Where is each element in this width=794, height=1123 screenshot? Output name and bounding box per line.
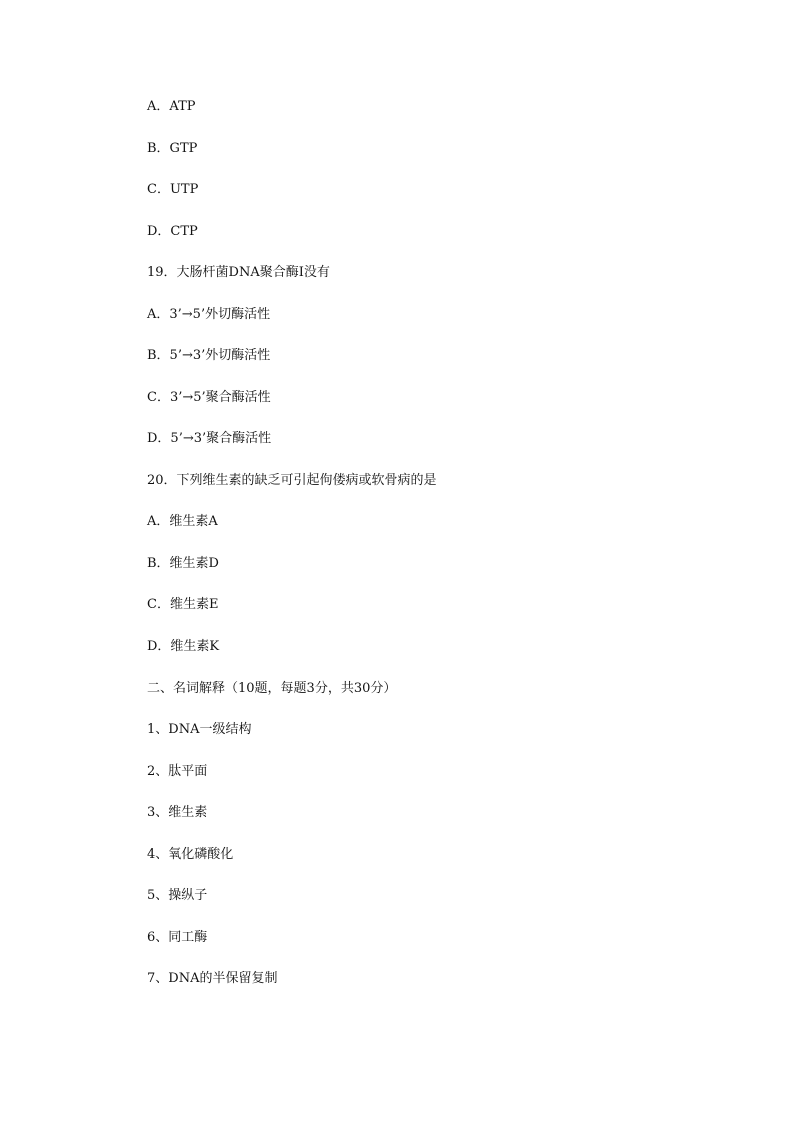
q19-option-c: C．3’→5’聚合酶活性	[147, 390, 271, 405]
section-heading: 二、名词解释（10题，每题3分，共30分）	[147, 681, 397, 696]
term-1: 1、DNA一级结构	[147, 722, 252, 737]
q19-option-b: B．5’→3’外切酶活性	[147, 348, 271, 363]
option-d-ctp: D．CTP	[147, 224, 198, 239]
question-19: 19．大肠杆菌DNA聚合酶Ⅰ没有	[147, 265, 330, 280]
q19-option-a: A．3’→5’外切酶活性	[147, 307, 271, 322]
question-20: 20．下列维生素的缺乏可引起佝偻病或软骨病的是	[147, 473, 437, 488]
term-6: 6、同工酶	[147, 930, 208, 945]
term-4: 4、氧化磷酸化	[147, 847, 234, 862]
option-c-utp: C．UTP	[147, 182, 199, 197]
q20-option-c: C．维生素E	[147, 597, 219, 612]
q20-option-a: A．维生素A	[147, 514, 218, 529]
term-7: 7、DNA的半保留复制	[147, 971, 278, 986]
option-a-atp: A．ATP	[147, 99, 196, 114]
term-3: 3、维生素	[147, 805, 208, 820]
term-5: 5、操纵子	[147, 888, 208, 903]
q20-option-d: D．维生素K	[147, 639, 220, 654]
term-2: 2、肽平面	[147, 764, 208, 779]
q20-option-b: B．维生素D	[147, 556, 219, 571]
option-b-gtp: B．GTP	[147, 141, 198, 156]
q19-option-d: D．5’→3’聚合酶活性	[147, 431, 272, 446]
